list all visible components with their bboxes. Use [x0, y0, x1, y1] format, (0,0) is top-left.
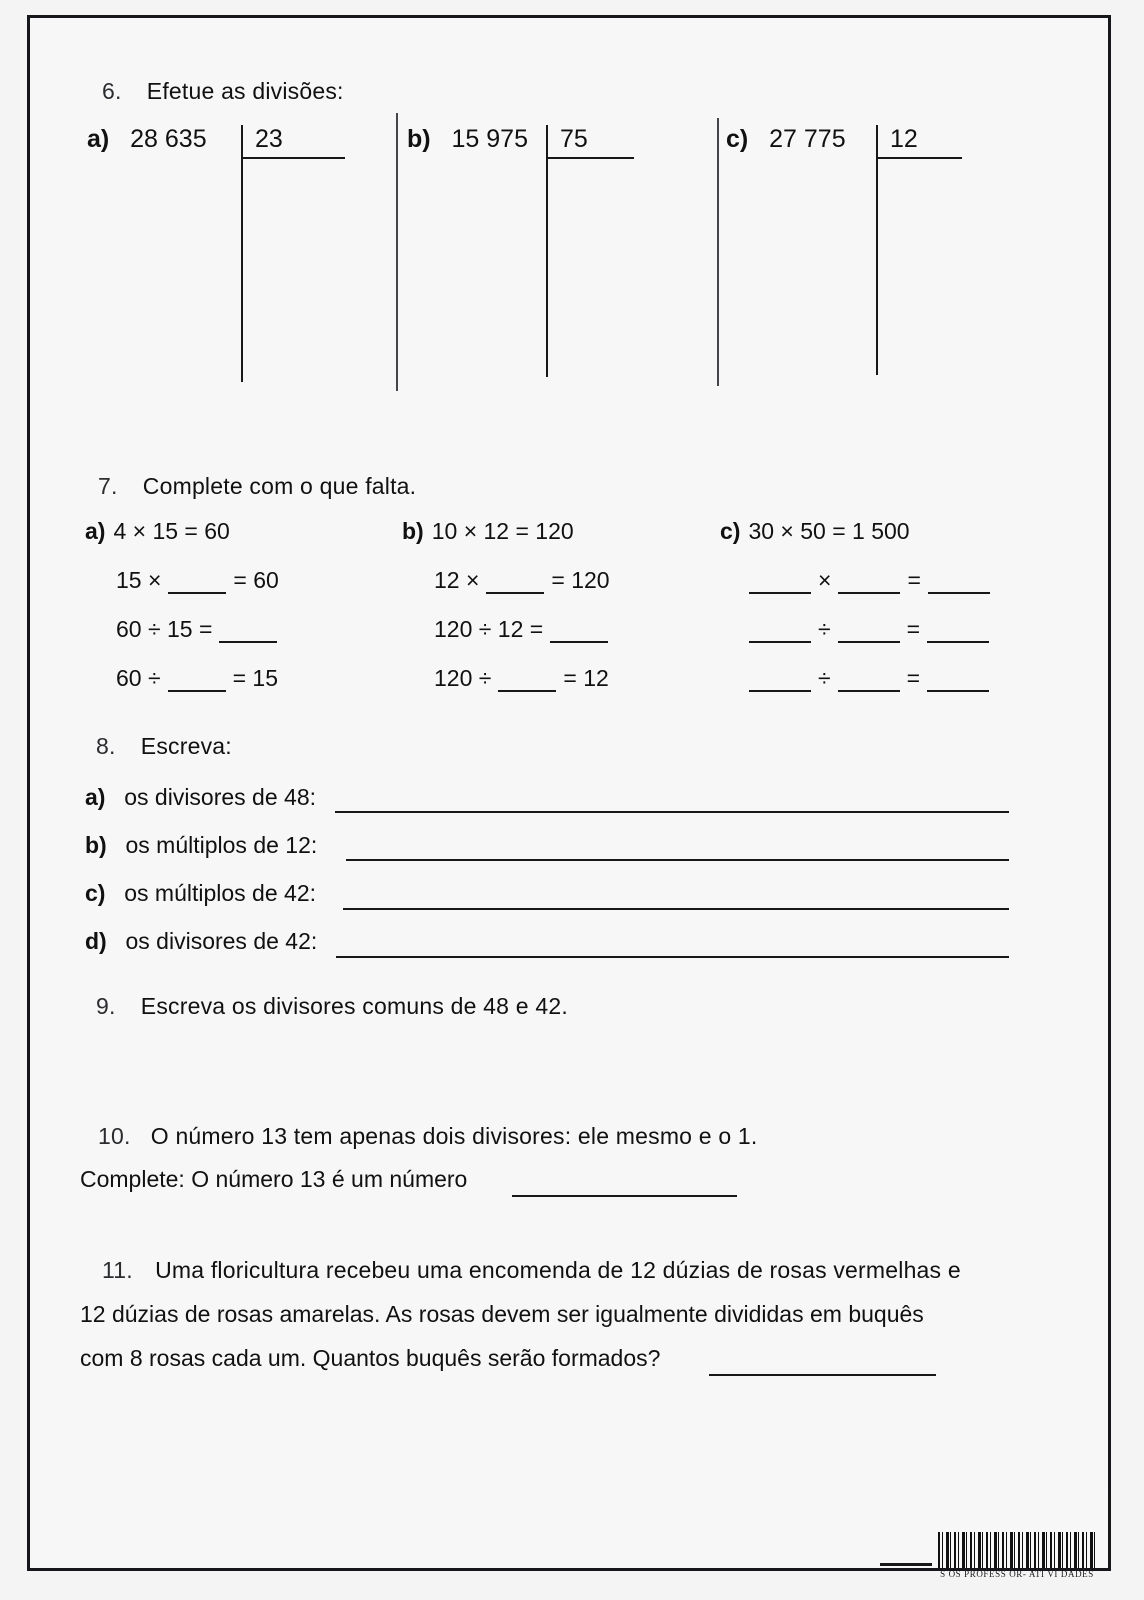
q7-c1-blank-1[interactable]	[749, 575, 811, 594]
q7-col-c-row-3	[742, 665, 996, 692]
question-8-prompt: Escreva:	[140, 733, 232, 759]
q7-a1-blank[interactable]	[168, 575, 226, 594]
q7-col-a-row-2	[116, 616, 284, 643]
division-b-expression	[407, 125, 528, 154]
division-b-letter: b)	[407, 125, 431, 153]
question-8-heading	[96, 733, 232, 760]
q7-c3-operator-2: =	[906, 665, 921, 691]
q7-b3-right: = 12	[563, 665, 609, 691]
q7-c2-blank-1[interactable]	[749, 624, 811, 643]
q7-a1-right: = 60	[233, 567, 279, 593]
q8-b-letter: b)	[85, 832, 107, 858]
q11-answer-line[interactable]	[709, 1374, 936, 1376]
q7-col-a-header	[85, 518, 230, 545]
question-8-item-a	[85, 784, 316, 811]
q7-c1-operator-2: =	[907, 567, 921, 593]
worksheet-content	[30, 18, 1108, 1568]
question-7-prompt: Complete com o que falta.	[142, 473, 417, 499]
q8-b-answer-line[interactable]	[346, 859, 1009, 861]
q7-col-b-row-1	[434, 567, 610, 594]
q7-col-c-row-1	[742, 567, 997, 594]
q7-b2-left: 120 ÷ 12 =	[434, 616, 544, 642]
question-10-line-2: Complete: O número 13 é um número	[80, 1166, 468, 1192]
q7-c2-blank-2[interactable]	[838, 624, 900, 643]
q7-a2-left: 60 ÷ 15 =	[116, 616, 213, 642]
question-9-heading	[96, 993, 568, 1020]
q7-b1-right: = 120	[551, 567, 610, 593]
q7-c1-blank-3[interactable]	[928, 575, 990, 594]
q7-col-c-row-2	[742, 616, 996, 643]
q7-c3-blank-2[interactable]	[838, 673, 900, 692]
question-8-item-d	[85, 928, 317, 955]
q7-col-a-letter: a)	[85, 518, 106, 544]
q7-c3-blank-3[interactable]	[927, 673, 989, 692]
q8-a-answer-line[interactable]	[335, 811, 1009, 813]
q7-col-c-header	[720, 518, 910, 545]
question-9-prompt: Escreva os divisores comuns de 48 e 42.	[140, 993, 568, 1019]
division-c-dividend: 27 775	[769, 125, 846, 153]
q7-b2-blank[interactable]	[550, 624, 608, 643]
division-a-horizontal-bar	[241, 157, 345, 159]
division-a-expression	[87, 125, 207, 154]
q7-c2-operator-1: ÷	[818, 616, 831, 642]
q8-d-text: os divisores de 42:	[125, 928, 318, 954]
q8-d-answer-line[interactable]	[336, 956, 1009, 958]
barcode	[938, 1532, 1096, 1579]
q8-d-letter: d)	[85, 928, 107, 954]
q7-col-b-header	[402, 518, 574, 545]
column-separator-1	[396, 113, 398, 391]
question-8-item-b	[85, 832, 317, 859]
division-c-horizontal-bar	[876, 157, 962, 159]
division-a-letter: a)	[87, 125, 110, 153]
question-6-number: 6.	[102, 78, 122, 104]
division-b-vertical-bar	[546, 125, 548, 377]
question-11-line-3: com 8 rosas cada um. Quantos buquês serão formados?	[80, 1345, 661, 1371]
question-11-line-1: Uma floricultura recebeu uma encomenda de 12 dúzias de rosas vermelhas e	[155, 1257, 961, 1283]
question-6-prompt: Efetue as divisões:	[146, 78, 344, 104]
q7-c3-blank-1[interactable]	[749, 673, 811, 692]
barcode-left-rule	[880, 1563, 932, 1566]
q7-col-c-header-text: 30 × 50 = 1 500	[748, 518, 910, 544]
q7-c3-operator-1: ÷	[818, 665, 831, 691]
q8-c-answer-line[interactable]	[343, 908, 1009, 910]
q7-col-a-header-text: 4 × 15 = 60	[113, 518, 230, 544]
q7-c1-blank-2[interactable]	[838, 575, 900, 594]
q8-a-text: os divisores de 48:	[124, 784, 317, 810]
division-c-letter: c)	[726, 125, 749, 153]
worksheet-page-frame	[27, 15, 1111, 1571]
division-b-divisor: 75	[560, 125, 588, 153]
q7-col-c-letter: c)	[720, 518, 741, 544]
question-7-heading	[98, 473, 416, 500]
question-10-number: 10.	[98, 1123, 131, 1149]
question-11-heading	[102, 1257, 961, 1284]
column-separator-2	[717, 118, 719, 386]
question-10-heading	[98, 1123, 758, 1150]
q7-a1-left: 15 ×	[116, 567, 162, 593]
division-c-vertical-bar	[876, 125, 878, 375]
division-b-dividend: 15 975	[451, 125, 528, 153]
division-a-dividend: 28 635	[130, 125, 207, 153]
question-8-item-c	[85, 880, 316, 907]
q7-a3-left: 60 ÷	[116, 665, 161, 691]
q7-col-a-row-3	[116, 665, 278, 692]
q7-col-b-row-2	[434, 616, 615, 643]
q7-col-a-row-1	[116, 567, 279, 594]
q7-c2-operator-2: =	[906, 616, 921, 642]
q7-b3-blank[interactable]	[498, 673, 556, 692]
q7-c2-blank-3[interactable]	[927, 624, 989, 643]
q7-col-b-letter: b)	[402, 518, 424, 544]
q7-c1-operator-1: ×	[818, 567, 832, 593]
barcode-label: S OS PROFESS OR- ATI VI DADES	[940, 1569, 1094, 1579]
q8-c-letter: c)	[85, 880, 106, 906]
question-11-line-2: 12 dúzias de rosas amarelas. As rosas devem ser igualmente divididas em buquês	[80, 1301, 924, 1327]
division-b-horizontal-bar	[546, 157, 634, 159]
division-c-divisor: 12	[890, 125, 918, 153]
barcode-bars	[938, 1532, 1096, 1568]
division-a-vertical-bar	[241, 125, 243, 382]
q7-b1-blank[interactable]	[486, 575, 544, 594]
q8-c-text: os múltiplos de 42:	[124, 880, 317, 906]
q7-a3-right: = 15	[232, 665, 279, 691]
q7-col-b-header-text: 10 × 12 = 120	[431, 518, 574, 544]
question-8-number: 8.	[96, 733, 116, 759]
division-c-expression	[726, 125, 846, 154]
question-11-number: 11.	[102, 1257, 133, 1283]
question-6-heading	[102, 78, 344, 105]
q7-b3-left: 120 ÷	[434, 665, 492, 691]
q7-a3-blank[interactable]	[168, 673, 226, 692]
division-a-divisor: 23	[255, 125, 283, 153]
q8-b-text: os múltiplos de 12:	[125, 832, 318, 858]
question-9-number: 9.	[96, 993, 116, 1019]
q7-a2-blank[interactable]	[219, 624, 277, 643]
q7-b1-left: 12 ×	[434, 567, 480, 593]
q8-a-letter: a)	[85, 784, 106, 810]
question-7-number: 7.	[98, 473, 118, 499]
question-10-line-1: O número 13 tem apenas dois divisores: ele mesmo e o 1.	[150, 1123, 758, 1149]
barcode-right-rule	[1108, 1490, 1111, 1566]
q10-answer-line[interactable]	[512, 1195, 737, 1197]
q7-col-b-row-3	[434, 665, 609, 692]
